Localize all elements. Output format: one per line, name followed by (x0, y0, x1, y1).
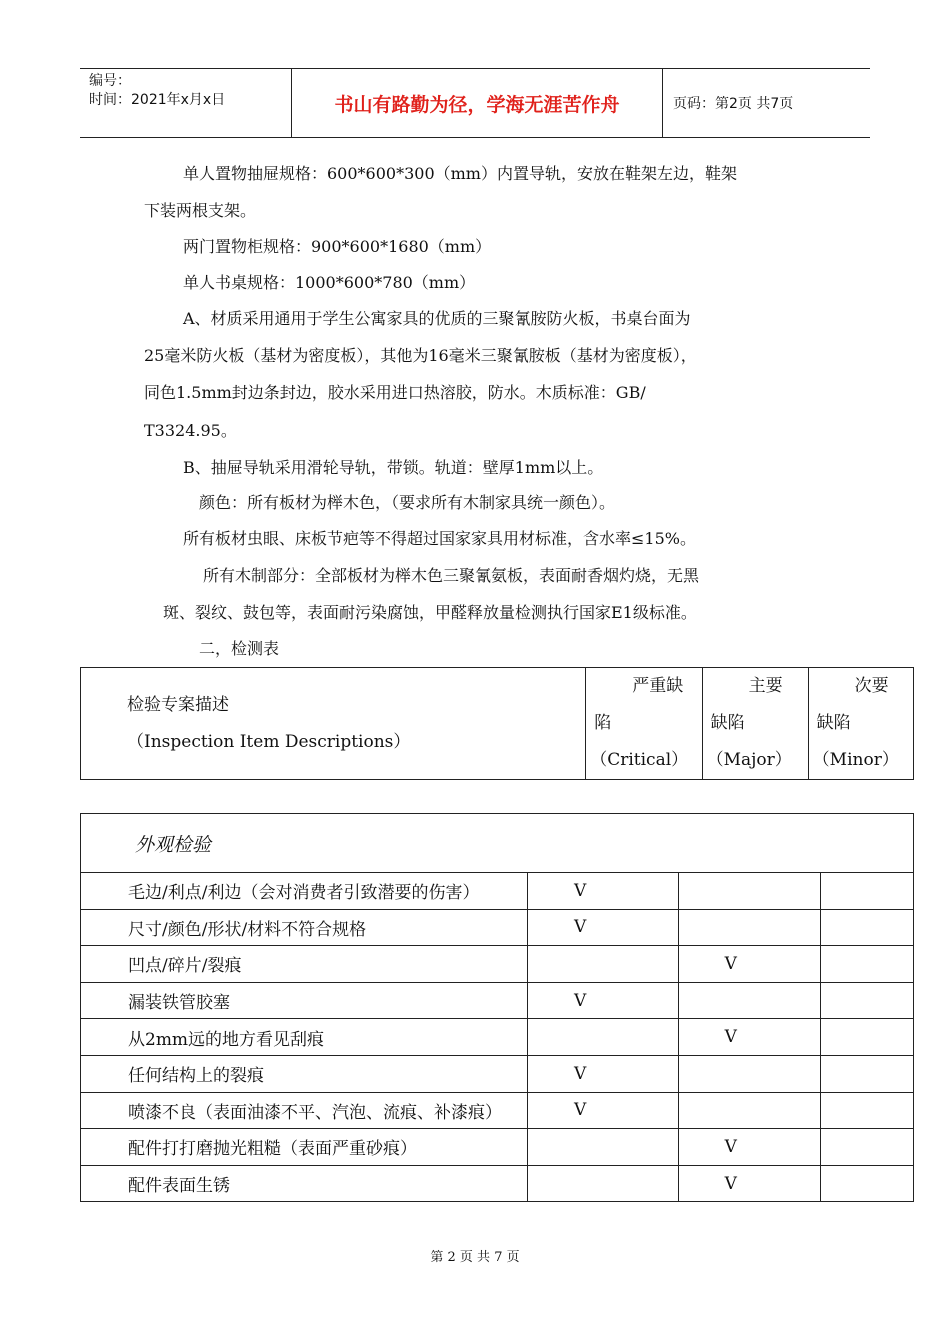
minor-mark-cell (820, 873, 914, 910)
critical-mark-cell (527, 1129, 678, 1166)
minor-mark-cell (820, 1019, 914, 1056)
minor-header-line: 次要 (854, 676, 889, 696)
table-row (81, 873, 914, 910)
paragraph: A、材质采用通用于学生公寓家具的优质的三聚氰胺防火板，书桌台面为 (183, 309, 691, 328)
major-mark-cell (678, 982, 820, 1019)
major-mark-cell: V (678, 1165, 820, 1202)
description-header-cell (81, 668, 586, 780)
major-mark-cell: V (678, 1019, 820, 1056)
item-description-cell: 凹点/碎片/裂痕 (81, 946, 528, 983)
item-description-cell: 尺寸/颜色/形状/材料不符合规格 (81, 909, 528, 946)
item-description-cell: 任何结构上的裂痕 (81, 1055, 528, 1092)
description-header-en: （Inspection Item Descriptions） (127, 731, 411, 752)
table-row (81, 1055, 914, 1092)
table-row (81, 1129, 914, 1166)
item-description-cell: 配件打打磨抛光粗糙（表面严重砂痕） (81, 1129, 528, 1166)
critical-mark-cell (527, 1019, 678, 1056)
paragraph: T3324.95。 (144, 421, 237, 440)
table-row (81, 1165, 914, 1202)
critical-mark-cell: V (527, 982, 678, 1019)
paragraph: 斑、裂纹、鼓包等，表面耐污染腐蚀，甲醛释放量检测执行国家E1级标准。 (163, 603, 697, 622)
minor-mark-cell (820, 909, 914, 946)
major-header-line: 主要 (748, 676, 783, 696)
paragraph: 25毫米防火板（基材为密度板），其他为16毫米三聚氰胺板（基材为密度板）， (144, 346, 697, 365)
item-description-cell: 喷漆不良（表面油漆不平、汽泡、流痕、补漆痕） (81, 1092, 528, 1129)
table-row (81, 1019, 914, 1056)
header-page-label: 页码：第2页 共7页 (673, 96, 794, 112)
minor-mark-cell (820, 1129, 914, 1166)
item-description-cell: 漏装铁管胶塞 (81, 982, 528, 1019)
critical-mark-cell: V (527, 1055, 678, 1092)
paragraph: 下装两根支架。 (144, 201, 257, 220)
paragraph: 单人置物抽屉规格：600*600*300（mm）内置导轨，安放在鞋架左边，鞋架 (183, 164, 737, 183)
major-mark-cell (678, 909, 820, 946)
critical-header-cell (586, 668, 702, 780)
paragraph: 所有木制部分：全部板材为榉木色三聚氰氨板，表面耐香烟灼烧，无黑 (203, 566, 700, 585)
major-mark-cell (678, 1092, 820, 1129)
major-mark-cell: V (678, 1129, 820, 1166)
item-rows (81, 873, 914, 1202)
critical-header-line: （Critical） (590, 750, 689, 770)
page-footer: 第 2 页 共 7 页 (430, 1250, 520, 1265)
minor-header-cell (808, 668, 913, 780)
table-row (81, 946, 914, 983)
time-label: 时间：2021年x月x日 (89, 92, 226, 108)
critical-header-line: 严重缺 (632, 676, 684, 696)
critical-mark-cell: V (527, 1092, 678, 1129)
minor-mark-cell (820, 982, 914, 1019)
major-header-line: （Major） (706, 750, 792, 770)
major-mark-cell (678, 873, 820, 910)
header-motto: 书山有路勤为径，学海无涯苦作舟 (292, 69, 663, 137)
critical-mark-cell: V (527, 873, 678, 910)
inspection-items-table (80, 813, 914, 1202)
page-header (80, 68, 870, 138)
item-description-cell: 从2mm远的地方看见刮痕 (81, 1019, 528, 1056)
paragraph: 两门置物柜规格：900*600*1680（mm） (183, 237, 492, 256)
inspection-header-table (80, 667, 914, 780)
description-header-cn: 检验专案描述 (127, 694, 229, 715)
critical-mark-cell (527, 1165, 678, 1202)
section-heading: 二，检测表 (199, 639, 280, 658)
minor-mark-cell (820, 1092, 914, 1129)
paragraph: 颜色：所有板材为榉木色，（要求所有木制家具统一颜色）。 (199, 493, 616, 512)
item-description-cell: 毛边/利点/利边（会对消费者引致潜要的伤害） (81, 873, 528, 910)
major-header-line: 缺陷 (710, 713, 745, 733)
major-mark-cell: V (678, 946, 820, 983)
table-row (81, 982, 914, 1019)
paragraph: 单人书桌规格：1000*600*780（mm） (183, 273, 476, 292)
minor-header-line: 缺陷 (816, 713, 851, 733)
paragraph: 所有板材虫眼、床板节疤等不得超过国家家具用材标准，含水率≤15%。 (183, 529, 696, 548)
minor-mark-cell (820, 1165, 914, 1202)
minor-mark-cell (820, 946, 914, 983)
table-row (81, 909, 914, 946)
critical-mark-cell: V (527, 909, 678, 946)
section-title-cell: 外观检验 (81, 814, 914, 873)
major-header-cell (702, 668, 808, 780)
header-meta (80, 69, 292, 137)
minor-mark-cell (820, 1055, 914, 1092)
table-row (81, 1092, 914, 1129)
major-mark-cell (678, 1055, 820, 1092)
minor-header-line: （Minor） (812, 750, 899, 770)
critical-header-line: 陷 (594, 713, 612, 733)
critical-mark-cell (527, 946, 678, 983)
paragraph: 同色1.5mm封边条封边，胶水采用进口热溶胶，防水。木质标准：GB/ (144, 383, 646, 402)
item-description-cell: 配件表面生锈 (81, 1165, 528, 1202)
number-label: 编号： (89, 73, 131, 89)
paragraph: B、抽屉导轨采用滑轮导轨，带锁。轨道：壁厚1mm以上。 (183, 458, 604, 477)
